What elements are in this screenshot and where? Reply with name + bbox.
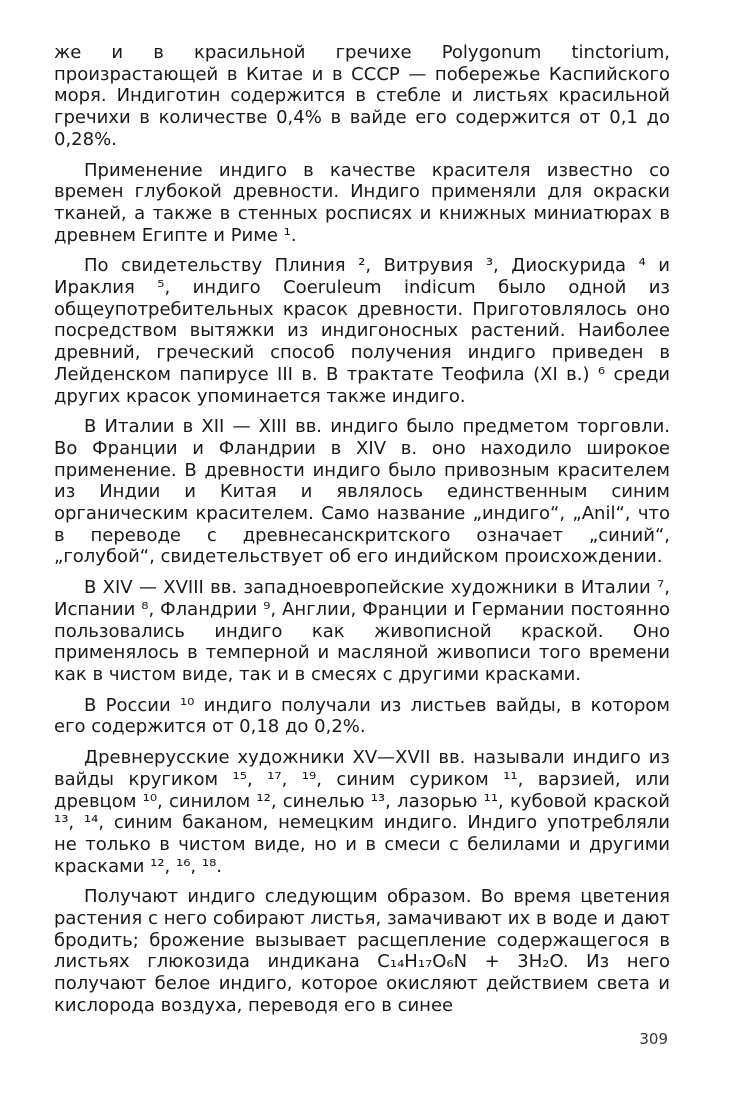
paragraph-1: же и в красильной гречихе Polygonum tinctorium, произрастающей в Китае и в СССР — побережье Каспийского моря. Индиготин содержится в стебле и листьях красильной гречихи в количестве 0,4% в вайде его содержится от 0,1 до 0,28%. xyxy=(54,42,670,150)
paragraph-6: В России ¹⁰ индиго получали из листьев вайды, в котором его содержится от 0,18 до 0,2%. xyxy=(54,694,670,738)
paragraph-2: Применение индиго в качестве красителя известно со времен глубокой древности. Индиго применяли для окраски тканей, а также в стенных росписях и книжных миниатюрах в древнем Египте и Риме ¹. xyxy=(54,159,670,246)
paragraph-4: В Италии в XII — XIII вв. индиго было предметом торговли. Во Франции и Фландрии в XIV в. оно находило широкое применение. В древности индиго было привозным красителем из Индии и Китая и являлось единственным синим органическим красителем. Само название „индиго“, „Anil“, что в переводе с древнесанскритского означает „синий“, „голубой“, свидетельствует об его индийском происхождении. xyxy=(54,416,670,568)
paragraph-5: В XIV — XVIII вв. западноевропейские художники в Италии ⁷, Испании ⁸, Фландрии ⁹, Англии, Франции и Германии постоянно пользовались индиго как живописной краской. Оно применялось в темперной и масляной живописи того времени как в чистом виде, так и в смесях с другими красками. xyxy=(54,577,670,685)
paragraph-3: По свидетельству Плиния ², Витрувия ³, Диоскурида ⁴ и Ираклия ⁵, индиго Coeruleum indicum было одной из общеупотребительных красок древности. Приготовлялось оно посредством вытяжки из индигоносных растений. Наиболее древний, греческий способ получения индиго приведен в Лейденском папирусе III в. В трактате Теофила (XI в.) ⁶ среди других красок упоминается также индиго. xyxy=(54,255,670,407)
paragraph-8: Получают индиго следующим образом. Во время цветения растения с него собирают листья, замачивают их в воде и дают бродить; брожение вызывает расщепление содержащегося в листьях глюкозида индикана C₁₄H₁₇O₆N + 3H₂O. Из него получают белое индиго, которое окисляют действием света и кислорода воздуха, переводя его в синее xyxy=(54,886,670,1016)
page-text xyxy=(54,42,670,1026)
page-number: 309 xyxy=(639,1030,668,1048)
paragraph-7: Древнерусские художники XV—XVII вв. называли индиго из вайды кругиком ¹⁵, ¹⁷, ¹⁹, синим суриком ¹¹, варзией, или древцом ¹⁰, синилом ¹², синелью ¹³, лазорью ¹¹, кубовой краской ¹³, ¹⁴, синим баканом, немецким индиго. Индиго употребляли не только в чистом виде, но и в смеси с белилами и другими красками ¹², ¹⁶, ¹⁸. xyxy=(54,747,670,877)
